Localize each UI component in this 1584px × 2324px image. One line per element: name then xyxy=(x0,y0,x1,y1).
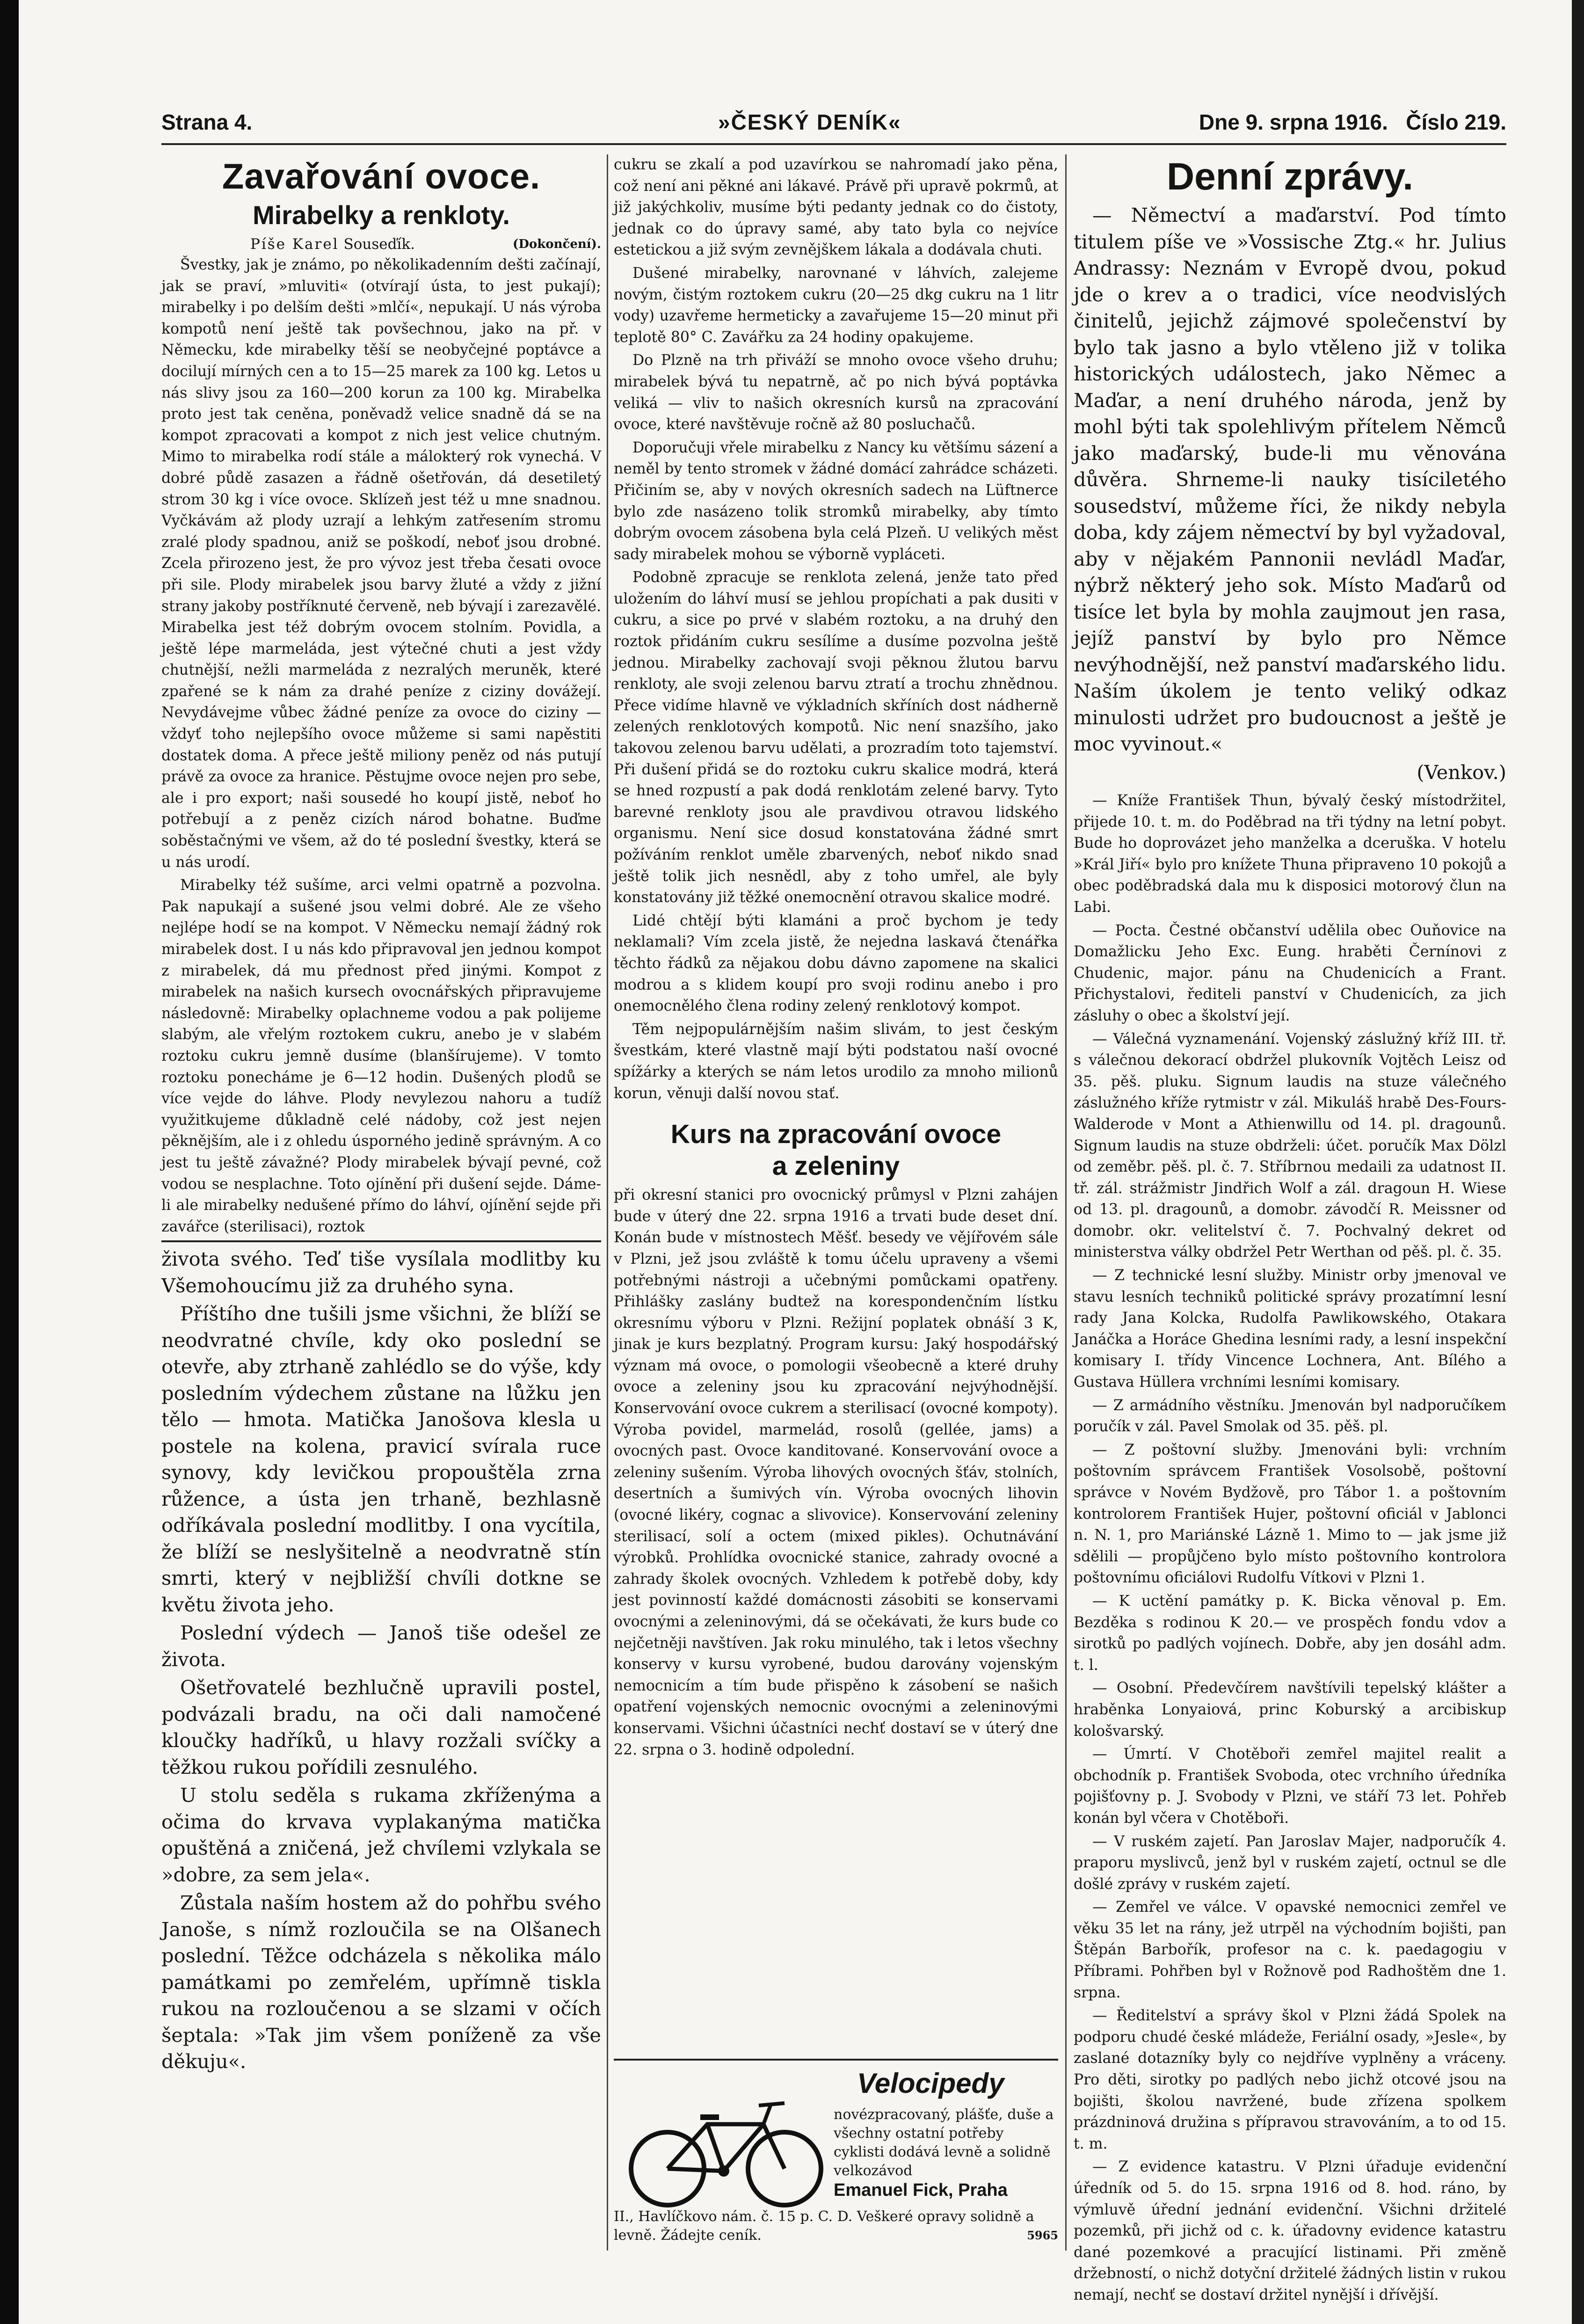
story-paragraph: Ošetřovatelé bezhlučně upravili postel, podvázali bradu, na oči dali namočené kloučky hadříků, u hlavy rozžali svíčky a těžkou rukou pořídili zesnulého. xyxy=(161,1676,601,1778)
column-1 xyxy=(161,154,601,2246)
article-paragraph: Mirabelky též sušíme, arci velmi opatrně a pozvolna. Pak napukají a sušené jsou velmi dobré. Ale ze všeho nejlépe hodí se na kompot. V Německu nemají žádný rok mirabelek dost. I u nás kdo připravoval jen jednou kompot z mirabelek, dá mu přednost před jinými. Kompot z mirabelek na našich kursech ovocnářských připravujeme následovně: Mirabelky oplachneme vodou a pak polijeme slabým, ale vřelým roztokem cukru, anebo je v slabém roztoku cukru jemně dusíme (blanšírujeme). V tomto roztoku ponecháme je 6—12 hodin. Dušených plodů se více vejde do láhve. Plody nevylezou nahoru a tudíž využitkujeme důkladně celé nádoby, což jest nejen pěknějším, ale i z ohledu úsporného jedině správným. A co jest tu ještě závažné? Plody mirabelek bývají pevné, což vodou se nesplachne. Toto ojínění při dušení sejde. Dáme-li ale mirabelky nedušené přímo do láhví, ojínění sejde při zavářce (sterilisaci), roztok xyxy=(161,877,601,1235)
ad-address-text: II., Havlíčkovo nám. č. 15 p. C. D. Veškeré opravy solidně a levně. Žádejte ceník. xyxy=(614,2208,1034,2244)
article-paragraph: cukru se zkalí a pod uzavírkou se nahromadí jako pěna, což není ani pěkné ani lákavé. Právě při upravě pokrmů, at již jakýchkoliv, musíme býti pedanty jednak co do čistoty, jednak co do úpravy samé, aby tato byla co nejvíce estetickou a již svým zevnějškem lákala a dodávala chuti. xyxy=(614,156,1058,259)
article-paragraph: Lidé chtějí býti klamáni a proč bychom je tedy neklamali? Vím zcela jistě, že nejedna laskavá čtenářka těchto řádků za nějakou dobu dávno zapomene na skalici modrou a s klidem koupí pro svoji rodinu anebo i pro onemocnělého člena rodiny zelený renklotový kompot. xyxy=(614,912,1058,1015)
kurs-text: při okresní stanici pro ovocnický průmysl v Plzni zahájen bude v úterý dne 22. srpna 1916 a trvati bude deset dní. Konán bude v místnostech Měšť. besedy ve vějířovém sále v Plzni, jež jsou zvláště k tomu účelu upraveny a všemi potřebnými nástroji a učebnými pomůckami opatřeny. Přihlášky zaslány budtež na korespondenčním lístku okresnímu výboru v Plzni. Režijní poplatek obnáší 3 K, jinak je kurs bezplatný. Program kursu: Jaký hospodářský význam má ovoce, o pomologii všeobecně a které druhy ovoce a zeleniny jsou ku zpracování nejvýhodnější. Konservování ovoce cukrem a sterilisací (ovocné kompoty). Výroba povidel, marmelád, rosolů (gellée, jams) a ovocných past. Ovoce kanditované. Konservování ovoce a zeleniny sušením. Výroba lihových ovocných šťáv, stolních, desertních a šumivých vín. Výroba ovocných lihovin (ovocné likéry, cognac a slivovice). Konservování zeleniny sterilisací, solí a octem (mixed pikles). Ochutnávání výrobků. Prohlídka ovocnické stanice, zahrady ovocné a zahrady školek ovocných. Vzhledem k potřebě doby, kdy jest povinností každé domácnosti zásobiti se konservami ovocnými a zeleninovými, dá se očekávati, že kurs bude co nejčetněji navštíven. Jak roku minulého, tak i letos všechny konservy v kursu vyrobené, budou darovány vojenským nemocnicím a tím bude přispěno k zásobení se našich opatření vojenských nemocnic ovocnými a zeleninovými konservami. Všichni účastníci nechť dostaví se v úterý dne 22. srpna o 3. hodině odpolední. xyxy=(614,1187,1058,1758)
article-byline xyxy=(161,234,601,255)
article-paragraph: Švestky, jak je známo, po několikadenním dešti začínají, jak se praví, »mluviti« (otvírají ústa, to jest pukají); mirabelky i po delším dešti »mlčí«, nepukají. U nás výroba kompotů není ještě tak povšechnou, jako na př. v Německu, kde mirabelky těší se neobyčejné poptávce a docilují mírných cen a to 15—25 marek za 100 kg. Letos u nás slivy jsou za 160—200 korun za 100 kg. Mirabelka proto jest tak ceněna, poněvadž velice snadně dá se na kompot zpracovati a kompot z nich jest velice chutným. Mimo to mirabelka rodí stále a málokterý rok vynechá. V dobré půdě zasazen a řádně ošetřován, dá desetiletý strom 30 kg i více ovoce. Sklízeň jest též u mne snadnou. Vyčkávám až plody uzrají a lehkým zatřesením stromu zralé plody spadnou, aniž se poškodí, neboť jsou drobné. Zcela přirozeno jest, že pro vývoz jest třeba česati ovoce při sile. Plody mirabelek jsou barvy žluté a vždy z jižní strany jakoby postříknuté červeně, neb bývají i zarezavělé. Mirabelka jest též dobrým ovocem stolním. Povidla, a ještě lépe marmeláda, jest výtečné chuti a jest vždy chutnější, nežli marmeláda z nezralých meruněk, které zpařené se k nám za drahé peníze z ciziny dovážejí. Nevydávejme vůbec žádné peníze za ovoce do ciziny — vždyť toho nejlepšího ovoce můžeme si sami napěstiti dostatek doma. A přece ještě miliony peněz od nás putují právě za ovoce za hranice. Pěstujme ovoce nejen pro sebe, ale i pro export; naši sousedé ho koupí jistě, neboť ho potřebují a z peněz cizích národ bohatne. Buďme soběstačnými ve všem, až do té poslední švestky, která se u nás urodí. xyxy=(161,256,601,871)
kurs-headline-line-1: Kurs na zpracování ovoce xyxy=(670,1119,1002,1150)
news-item: — Pocta. Čestné občanství udělila obec Ouňovice na Domažlicku Jeho Exc. Eung. hraběti Černínovi z Chudenic, major. pánu na Chudenicích a Frant. Přichystalovi, řediteli panství v Chudenicích, za jich zásluhy o obec a školství její. xyxy=(1074,922,1506,1024)
news-item: — Ředitelství a správy škol v Plzni žádá Spolek na podporu chudé české mládeže, Feriální osady, »Jesle«, by zaslané dotazníky byly co nejdříve vyplněny a vráceny. Pro děti, sirotky po padlých nebo jichž otcové jsou na bojišti, školou navržené, bude zřízena spolkem prázdninová družina s přípravou stravováním, a to od 15. t. m. xyxy=(1074,2007,1506,2152)
author-prefix: Píše Karel xyxy=(250,236,339,253)
column-divider-1 xyxy=(607,154,608,2251)
news-item: — Z technické lesní služby. Ministr orby jmenoval ve stavu lesních techniků politické správy prozatímní lesní rady Jana Kolcka, Rudolfa Pawlikowského, Otakara Janáčka a Horáce Ghedina lesními rady, a lesní inspekční komisary I. třídy Vincence Lochnera, Ant. Bílého a Gustava Hüllera vrchními lesními komisary. xyxy=(1074,1267,1506,1391)
article-paragraph: Těm nejpopulárnějším našim slivám, to jest českým švestkám, které vlastně mají býti podstatou naší ovocné spížárky a kterých se nám letos urodilo za mnoho milionů korun, věnuji další novou stať. xyxy=(614,1020,1058,1102)
news-item: — Kníže František Thun, bývalý český místodržitel, přijede 10. t. m. do Poděbrad na tři týdny na letní pobyt. Bude ho doprovázet jeho manželka a dceruška. V hotelu »Král Jiří« bylo pro knížete Thuna připraveno 10 pokojů a obec poděbradská dala mu k disposici motorový člun na Labi. xyxy=(1074,792,1506,916)
column-3 xyxy=(1074,154,1506,2303)
news-list xyxy=(1074,790,1506,2306)
story-paragraph: Zůstala naším hostem až do pohřbu svého Janoše, s nímž rozloučila se na Olšanech poslední. Těžce odcházela s několika málo památkami po zemřelém, upřímně tiskla rukou na rozloučenou a se slzami v očích šeptala: »Tak jim všem poníženě za vše děkuju«. xyxy=(161,1891,601,2073)
story-paragraph: Poslední výdech — Janoš tiše odešel ze života. xyxy=(161,1621,601,1671)
news-item: — Z poštovní služby. Jmenováni byli: vrchním poštovním správcem František Vosolsobě, poštovní správce v Novém Bydžově, pro Tábor 1. a poštovním kontrolorem František Hujer, poštovní oficiál v Jablonci n. N. 1, pro Mariánské Lázně 1. Mimo to — jak jsme již sdělili — propůjčeno bylo místo poštovního kontrolora poštovnímu oficiálovi Rudolfu Vítkovi v Plzni 1. xyxy=(1074,1441,1506,1587)
issue-date: Dne 9. srpna 1916. xyxy=(1199,110,1388,134)
page-header xyxy=(161,106,1506,143)
ad-rule xyxy=(614,2059,1058,2061)
scan-border-right xyxy=(1572,0,1584,2324)
article-paragraph: Do Plzně na trh přiváží se mnoho ovoce všeho druhu; mirabelek bývá tu nepatrně, ač po nich bývá poptávka veliká — vliv to našich okresních kursů na zpracování ovoce, které navštěvuje ročně až 80 posluchačů. xyxy=(614,352,1058,433)
issue-number: Číslo 219. xyxy=(1406,110,1506,134)
ad-firm: Emanuel Fick, Praha xyxy=(834,2180,1008,2200)
article-paragraph: Doporučuji vřele mirabelku z Nancy ku většímu sázení a neměl by tento stromek v žádné domácí zahrádce scházeti. Přičiním se, aby v nových okresních sadech na Lüftnerce bylo zde nasázeno tolik stromků mirabelky, aby tímto dobrým ovocem zásobena byla celá Plzeň. U velikých měst sady mirabelek mohou se výborně vypláceti. xyxy=(614,439,1058,563)
column-2 xyxy=(614,154,1058,2246)
feuilleton-rule xyxy=(161,1240,601,1242)
article-continuation xyxy=(614,154,1058,1104)
velocipede-advertisement xyxy=(614,2059,1058,2246)
lead-source: (Venkov.) xyxy=(1417,760,1506,784)
ad-title: Velocipedy xyxy=(857,2068,1004,2099)
column-divider-2 xyxy=(1065,154,1067,2251)
story-paragraph: Příštího dne tušili jsme všichni, že blíží se neodvratné chvíle, kdy oko poslední se otevře, aby ztrhaně zahlédlo se do výše, kdy posledním výdechem zůstane na lůžku jen tělo — hmota. Matička Janošova klesla u postele na kolena, pravicí svírala ruce synovy, kdy levičkou propouštěla zrna růžence, a ústa jen trhaně, bezhlasně odříkávala poslední modlitby. I ona vycítila, že blíží se neslyšitelně a neodvratně stín smrti, který v nejbližší chvíli dotkne se květu života jeho. xyxy=(161,1302,601,1616)
news-item: — Z armádního věstníku. Jmenován byl nadporučíkem poručík v zál. Pavel Smolak od 35. pěš. pl. xyxy=(1074,1397,1506,1435)
article-title: Zavařování ovoce. xyxy=(222,157,541,197)
news-item: — Úmrtí. V Chotěboři zemřel majitel realit a obchodník p. František Svoboda, otec vrchního úředníka pojišťovny p. J. Svobody v Plzni, ve stáří 73 let. Pohřeb konán byl včera v Chotěboři. xyxy=(1074,1746,1506,1827)
kurs-headline-line-2: a zeleniny xyxy=(772,1151,900,1181)
kurs-headline xyxy=(614,1118,1058,1182)
newspaper-name: »ČESKÝ DENÍK« xyxy=(718,110,901,134)
bicycle-icon xyxy=(623,2091,829,2213)
ad-address xyxy=(614,2207,1058,2245)
news-item: — Zemřel ve válce. V opavské nemocnici zemřel ve věku 35 let na rány, jež utrpěl na východním bojišti, pan Štěpán Barbořík, profesor na c. k. paedagogiu v Příbrami. Pohřben byl v Rožnově pod Radhoštěm dne 1. srpna. xyxy=(1074,1899,1506,2001)
scan-border-left xyxy=(0,0,19,2324)
header-rule xyxy=(161,143,1506,145)
news-item: — Osobní. Předevčírem navštívili tepelský klášter a hraběnka Lonyaiová, princ Koburský a arcibiskup kološvarský. xyxy=(1074,1680,1506,1740)
author-name: Souseďík. xyxy=(343,236,415,253)
news-item: — Z evidence katastru. V Plzni úřaduje evidenční úředník od 5. do 15. srpna 1916 od 8. hod. ráno, by výmluvě úřední jednání evidenční. Všichni držitelé pozemků, při jichž od c. k. úřadovny evidence katastru dané pozemkové a pracující listinami. Při změně držebností, o nichž dotyční držitelé žádných listin v rukou nemají, nechť se dostaví držitel nynější i dřívější. xyxy=(1074,2158,1506,2303)
article-subtitle: Mirabelky a renkloty. xyxy=(253,200,510,230)
news-item: — V ruském zajetí. Pan Jaroslav Majer, nadporučík 4. praporu myslivců, jenž byl v ruském zajetí, octnul se dle došlé zprávy v ruském zajetí. xyxy=(1074,1833,1506,1893)
ad-text: novézpracovaný, plášťe, duše a všechny ostatní potřeby cyklisti dodává levně a solidně velkozávod xyxy=(834,2106,1054,2179)
continued-label: (Dokončení). xyxy=(513,237,601,251)
feuilleton-story xyxy=(161,1246,601,2075)
story-paragraph: života svého. Teď tiše vysílala modlitby ku Všemohoucímu již za druhého syna. xyxy=(161,1247,601,1297)
issue-info xyxy=(1199,109,1506,135)
page-number: Strana 4. xyxy=(161,110,253,134)
article-paragraph: Podobně zpracuje se renklota zelená, jenže tato před uložením do láhví musí se jehlou propíchati a pak dusiti v cukru, a sice po prvé v slabém roztoku, a na druhý den roztok přidáním cukru sesílíme a dusíme pozvolna ještě jednou. Mirabelky zachovají svoji pěknou žlutou barvu renkloty, ale svoji zelenou barvu ztratí a trochu zhnědnou. Přece vidíme hlavně ve výkladních skříních dost nádherně zelených renklotových kompotů. Nic není snazšího, jako takovou zelenou barvu udělati, a prozradím toto tajemství. Při dušení přidá se do roztoku cukru skalice modrá, která se hned rozpustí a pak dodá renklotám zelené barvy. Tyto barevné renkloty jsou ale pravdivou otravou lidského organismu. Není sice dosud konstatována žádné smrt požíváním renklot uměle zbarvených, neboť nikdo snad ještě tolik jich nesnědl, aby z toho umřel, ale byly konstatovány již těžké onemocnění otravou skalice modré. xyxy=(614,569,1058,906)
article-paragraph: Dušené mirabelky, narovnané v láhvích, zalejeme novým, čistým roztokem cukru (20—25 dkg cukru na 1 litr vody) uzavřeme hermeticky a zavařujeme 15—20 minut při teplotě 80° C. Zavářku za 24 hodiny opakujeme. xyxy=(614,264,1058,346)
story-paragraph: U stolu seděla s rukama zkříženýma a očima do krvava vyplakanýma matička opuštěná a zničená, jež chvílemi vzlykala se »dobre, za sem jela«. xyxy=(161,1784,601,1886)
news-item: — K uctění památky p. K. Bicka věnoval p. Em. Bezděka s rodinou K 20.— ve prospěch fondu vdov a sirotků po padlých vojínech. Dobře, aby jen dosáhl adm. t. l. xyxy=(1074,1592,1506,1674)
section-title: Denní zprávy. xyxy=(1166,155,1414,198)
lead-article: — Němectví a maďarství. Pod tímto titulem píše ve »Vossische Ztg.« hr. Julius Andrassy: Neznám v Evropě dvou, pokud jde o krev a o tradici, více neodvislých činitelů, jejichž zájmové společenství by bylo tak jasno a bylo vtěleno již v tolika historických událostech, jako Němec a Maďar, a není druhého národa, jenž by mohl býti tak spolehlivým přítelem Němců jako maďarský, bude-li mu věnována důvěra. Shrneme-li nauky tisíciletého sousedství, můžeme říci, že nikdy nebyla doba, kdy zájem němectví by byl vyžadoval, aby v nějakém Pannonii nevládl Maďar, nýbrž některý jeho sok. Místo Maďarů od tisíce let byla by mohla zaujmout jen rasa, jejíž panství by bylo pro Němce nevýhodnější, než panství maďarského lidu. Naším úkolem je tento veliký odkaz minulosti udržet pro budoucnost a ještě je moc vyvinout.« xyxy=(1074,204,1506,755)
news-item: — Válečná vyznamenání. Vojenský záslužný kříž III. tř. s válečnou dekorací obdržel plukovník Vojtěch Leisz od 35. pěš. pluku. Signum laudis na stuze válečného záslužného kříže rytmistr v zál. Mikuláš hrabě Des-Fours-Walderode v Mont a Athienwillu od 14. pl. dragounů. Signum laudis na stuze obdrželi: účet. poručík Max Dölzl od zeměbr. pěš. pl. č. 7. Stříbrnou medaili za udatnost II. tř. zál. strážmistr Jindřich Wolf a zál. dragoun H. Wiese od 13. pl. dragounů, a domobr. závodčí R. Meissner od domobr. okr. velitelství č. 7. Pochvalný dekret od ministerstva války obdržel Petr Werthan od pěš. pl. č. 35. xyxy=(1074,1030,1506,1261)
article-body xyxy=(161,255,601,1238)
ad-code: 5965 xyxy=(1027,2229,1058,2242)
